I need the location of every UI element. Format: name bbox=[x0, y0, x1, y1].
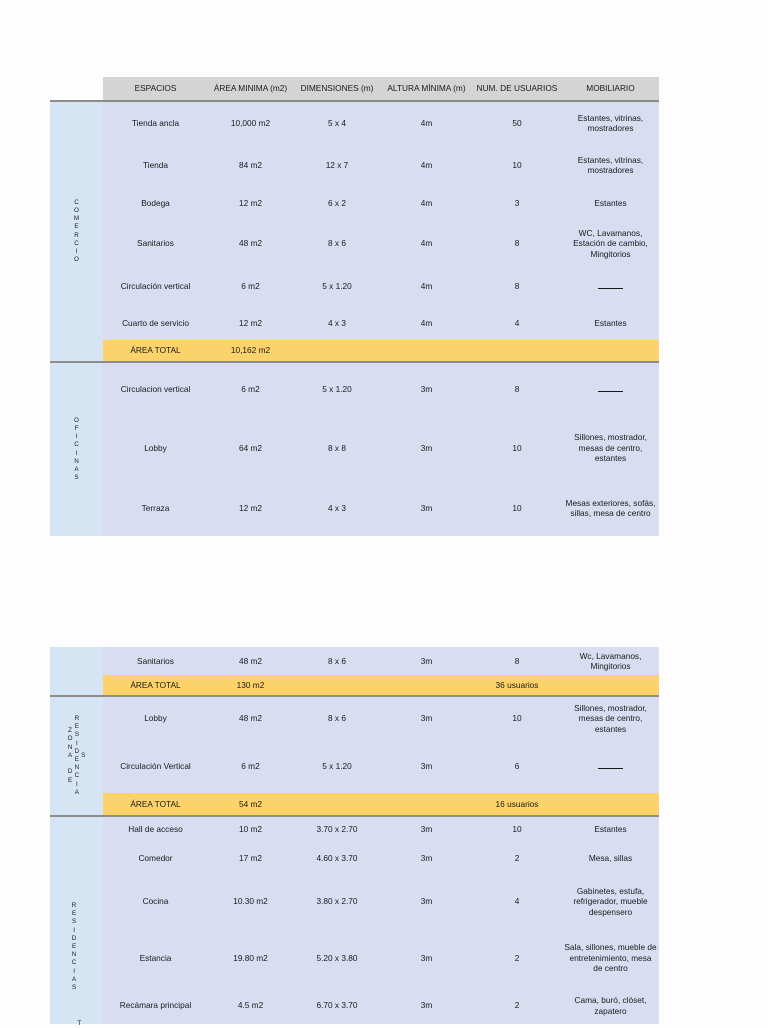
cell-altura: 4m bbox=[420, 317, 433, 328]
cell-altura: 3m bbox=[420, 655, 433, 666]
label-letter: C bbox=[74, 772, 80, 780]
empty-dash bbox=[598, 284, 623, 289]
cell-usuarios: 4 bbox=[514, 896, 520, 907]
cell-area: 84 m2 bbox=[238, 159, 263, 170]
table-row bbox=[103, 987, 659, 1024]
cell-mobiliario: Estantes, vitrinas, mostradores bbox=[577, 154, 644, 175]
header-altura: ALTURA MÍNIMA (m) bbox=[387, 83, 466, 93]
cell-altura: 4m bbox=[420, 117, 433, 128]
program-table-top bbox=[50, 77, 659, 536]
label-letter: C bbox=[74, 198, 79, 206]
total-empty bbox=[381, 793, 472, 815]
cell-area: 12 m2 bbox=[238, 317, 263, 328]
cell-area: 6 m2 bbox=[241, 280, 260, 291]
header-espacios: ESPACIOS bbox=[134, 83, 177, 93]
table-header bbox=[103, 77, 659, 100]
cell-altura: 3m bbox=[420, 824, 433, 835]
cell-dimensiones: 6 x 2 bbox=[328, 198, 346, 209]
cell-espacio: Cuarto de servicio bbox=[122, 317, 189, 328]
cell-area: 48 m2 bbox=[238, 655, 263, 666]
cell-dimensiones: 12 x 7 bbox=[325, 159, 349, 170]
cell-dimensiones: 4 x 3 bbox=[328, 502, 346, 513]
total-area: 54 m2 bbox=[238, 798, 263, 809]
cell-usuarios: 10 bbox=[512, 442, 522, 453]
cell-espacio: Sanitarios bbox=[137, 238, 174, 249]
table-row bbox=[103, 363, 659, 416]
cell-area: 48 m2 bbox=[238, 713, 263, 724]
label-letter: S bbox=[74, 731, 79, 739]
label-letter: D bbox=[67, 768, 73, 776]
label-letter: A bbox=[74, 788, 79, 796]
table-row bbox=[103, 306, 659, 340]
total-empty bbox=[293, 675, 381, 695]
oficinas-vertical-label bbox=[74, 417, 79, 483]
cell-dimensiones: 4 x 3 bbox=[328, 317, 346, 328]
total-users: 36 usuarios bbox=[495, 679, 539, 690]
cell-altura: 4m bbox=[420, 238, 433, 249]
zona-vertical-label bbox=[68, 727, 73, 784]
cell-area: 12 m2 bbox=[238, 198, 263, 209]
program-table-bottom bbox=[50, 647, 659, 1027]
cell-mobiliario bbox=[562, 363, 659, 416]
group-label-residencias bbox=[50, 817, 103, 1027]
cell-espacio: Circulacion vertical bbox=[120, 384, 191, 395]
cell-espacio: Circulación Vertical bbox=[120, 761, 191, 772]
total-label: ÁREA TOTAL bbox=[130, 679, 181, 690]
cell-mobiliario: Gabinetes, estufa, refrigerador, mueble despensero bbox=[573, 885, 648, 917]
cell-altura: 3m bbox=[420, 761, 433, 772]
cell-altura: 3m bbox=[420, 502, 433, 513]
cell-mobiliario bbox=[562, 740, 659, 793]
table-row bbox=[103, 416, 659, 480]
label-letter: I bbox=[75, 739, 78, 747]
table-row bbox=[103, 817, 659, 842]
cell-espacio: Lobby bbox=[144, 713, 167, 724]
residencias-vertical-label bbox=[72, 902, 77, 992]
label-letter: Z bbox=[68, 727, 73, 735]
empty-dash bbox=[598, 764, 623, 769]
cell-area: 17 m2 bbox=[238, 852, 263, 863]
cell-mobiliario: Sala, sillones, mueble de entretenimiento, mesa de centro bbox=[564, 942, 657, 974]
total-row bbox=[103, 340, 659, 361]
residencia-vertical-label bbox=[75, 715, 80, 797]
label-letter: N bbox=[71, 951, 77, 959]
cell-dimensiones: 5 x 1.20 bbox=[322, 384, 352, 395]
total-label: ÁREA TOTAL bbox=[130, 798, 181, 809]
table-row bbox=[103, 929, 659, 987]
label-letter: I bbox=[75, 449, 78, 457]
cell-dimensiones: 8 x 6 bbox=[328, 655, 346, 666]
cell-area: 10,000 m2 bbox=[230, 117, 271, 128]
label-letter: N bbox=[74, 764, 80, 772]
table-row bbox=[103, 266, 659, 306]
group-label-zona-residencias bbox=[50, 697, 103, 815]
empty-dash bbox=[598, 387, 623, 392]
label-letter: I bbox=[75, 247, 78, 255]
cell-area: 6 m2 bbox=[241, 384, 260, 395]
cell-mobiliario bbox=[562, 266, 659, 306]
group-label-comercio bbox=[50, 102, 103, 361]
label-letter: F bbox=[74, 424, 79, 432]
total-row bbox=[103, 793, 659, 815]
cell-usuarios: 4 bbox=[514, 317, 520, 328]
label-letter: S bbox=[74, 474, 79, 482]
label-letter: M bbox=[73, 215, 80, 223]
label-letter: C bbox=[74, 239, 79, 247]
cell-espacio: Tienda ancla bbox=[131, 117, 180, 128]
label-letter: O bbox=[74, 256, 79, 264]
cell-usuarios: 10 bbox=[512, 713, 522, 724]
cell-mobiliario: Estantes bbox=[594, 824, 627, 835]
cell-dimensiones: 3.70 x 2.70 bbox=[316, 824, 358, 835]
label-letter: A bbox=[68, 751, 73, 759]
cell-mobiliario: Estantes, vitrinas, mostradores bbox=[577, 112, 644, 133]
cell-mobiliario: Mesa, sillas bbox=[588, 852, 633, 863]
cell-usuarios: 2 bbox=[514, 952, 520, 963]
label-letter: O bbox=[67, 735, 73, 743]
label-letter: S bbox=[71, 984, 77, 992]
total-empty bbox=[381, 675, 472, 695]
cell-usuarios: 10 bbox=[512, 502, 522, 513]
header-dimensiones: DIMENSIONES (m) bbox=[300, 83, 374, 93]
header-mobiliario: MOBILIARIO bbox=[586, 83, 635, 93]
cell-dimensiones: 3.80 x 2.70 bbox=[316, 896, 358, 907]
table-row bbox=[103, 647, 659, 675]
cell-usuarios: 10 bbox=[512, 159, 522, 170]
cell-mobiliario: Sillones, mostrador, mesas de centro, estantes bbox=[574, 432, 647, 464]
label-letter: C bbox=[71, 959, 77, 967]
cell-espacio: Estancia bbox=[139, 952, 172, 963]
total-row bbox=[103, 675, 659, 695]
cell-altura: 3m bbox=[420, 442, 433, 453]
cell-mobiliario: Sillones, mostrador, mesas de centro, estantes bbox=[574, 702, 647, 734]
label-letter: E bbox=[74, 223, 79, 231]
label-letter: I bbox=[75, 780, 78, 788]
cell-mobiliario: Mesas exteriores, sofás, sillas, mesa de centro bbox=[565, 497, 656, 518]
label-letter: D bbox=[74, 747, 80, 755]
cell-dimensiones: 5.20 x 3.80 bbox=[316, 952, 358, 963]
table-row bbox=[103, 186, 659, 221]
cell-dimensiones: 5 x 1.20 bbox=[322, 761, 352, 772]
cell-dimensiones: 5 x 4 bbox=[328, 117, 346, 128]
cell-espacio: Tienda bbox=[142, 159, 169, 170]
table-row bbox=[103, 144, 659, 186]
cell-espacio: Bodega bbox=[141, 198, 170, 209]
cell-mobiliario: Wc, Lavamanos, Mingitorios bbox=[579, 650, 642, 671]
cell-espacio: Terraza bbox=[141, 502, 170, 513]
cell-altura: 4m bbox=[420, 280, 433, 291]
cell-mobiliario: WC, Lavamanos, Estación de cambio, Mingitorios bbox=[573, 227, 648, 259]
cell-dimensiones: 8 x 6 bbox=[328, 238, 346, 249]
cell-usuarios: 2 bbox=[514, 852, 520, 863]
cell-espacio: Lobby bbox=[144, 442, 167, 453]
label-letter: I bbox=[75, 433, 78, 441]
label-letter: S bbox=[71, 918, 77, 926]
total-empty bbox=[293, 793, 381, 815]
cell-usuarios: 10 bbox=[512, 824, 522, 835]
table-row bbox=[103, 221, 659, 266]
label-letter: O bbox=[74, 206, 79, 214]
cell-area: 19.80 m2 bbox=[233, 952, 268, 963]
total-area: 130 m2 bbox=[236, 679, 265, 690]
cell-espacio: Circulación vertical bbox=[120, 280, 191, 291]
label-letter: I bbox=[73, 926, 75, 934]
cell-mobiliario: Estantes bbox=[594, 317, 627, 328]
cell-usuarios: 8 bbox=[514, 655, 520, 666]
total-users: 16 usuarios bbox=[495, 798, 539, 809]
cell-dimensiones: 4.60 x 3.70 bbox=[316, 852, 358, 863]
cell-area: 10.30 m2 bbox=[233, 896, 268, 907]
cell-espacio: Sanitarios bbox=[137, 655, 174, 666]
total-label: ÁREA TOTAL bbox=[130, 345, 181, 356]
label-letter: N bbox=[74, 457, 79, 465]
cell-usuarios: 8 bbox=[514, 280, 520, 291]
label-letter: A bbox=[71, 975, 77, 983]
cell-usuarios: 3 bbox=[514, 198, 520, 209]
group-label-oficinas-cont bbox=[50, 647, 103, 695]
cell-espacio: Recámara principal bbox=[119, 1000, 192, 1011]
t-vertical-label: T bbox=[77, 1020, 82, 1027]
group-label-oficinas bbox=[50, 363, 103, 536]
cell-mobiliario: Estantes bbox=[594, 198, 627, 209]
cell-mobiliario: Cama, buró, clóset, zapatero bbox=[574, 995, 647, 1016]
cell-usuarios: 6 bbox=[514, 761, 520, 772]
cell-area: 12 m2 bbox=[238, 502, 263, 513]
cell-dimensiones: 5 x 1.20 bbox=[322, 280, 352, 291]
cell-area: 64 m2 bbox=[238, 442, 263, 453]
cell-usuarios: 8 bbox=[514, 384, 520, 395]
header-area: ÁREA MINIMA (m2) bbox=[213, 83, 288, 93]
s-vertical-label: S bbox=[81, 751, 86, 759]
comercio-vertical-label bbox=[74, 199, 79, 265]
cell-altura: 4m bbox=[420, 159, 433, 170]
cell-usuarios: 50 bbox=[512, 117, 522, 128]
cell-altura: 3m bbox=[420, 852, 433, 863]
label-letter: C bbox=[74, 441, 79, 449]
total-area: 10,162 m2 bbox=[230, 345, 271, 356]
cell-area: 10 m2 bbox=[238, 824, 263, 835]
table-row bbox=[103, 697, 659, 740]
label-letter: E bbox=[74, 756, 79, 763]
cell-dimensiones: 8 x 8 bbox=[328, 442, 346, 453]
cell-espacio: Hall de acceso bbox=[128, 824, 183, 835]
cell-altura: 3m bbox=[420, 952, 433, 963]
label-letter: E bbox=[71, 943, 77, 951]
label-letter: R bbox=[71, 902, 77, 909]
header-usuarios: NUM. DE USUARIOS bbox=[476, 83, 558, 93]
cell-area: 48 m2 bbox=[238, 238, 263, 249]
cell-altura: 3m bbox=[420, 384, 433, 395]
label-letter: N bbox=[67, 743, 73, 751]
cell-altura: 3m bbox=[420, 713, 433, 724]
cell-altura: 3m bbox=[420, 1000, 433, 1011]
table-row bbox=[103, 102, 659, 144]
label-letter: O bbox=[74, 416, 79, 424]
table-row bbox=[103, 740, 659, 793]
table-row bbox=[103, 842, 659, 874]
table-row bbox=[103, 480, 659, 536]
label-letter: E bbox=[74, 723, 79, 731]
cell-usuarios: 8 bbox=[514, 238, 520, 249]
cell-usuarios: 2 bbox=[514, 1000, 520, 1011]
label-letter: A bbox=[74, 465, 79, 473]
table-row bbox=[103, 874, 659, 929]
label-letter: E bbox=[71, 910, 77, 918]
cell-area: 4.5 m2 bbox=[237, 1000, 264, 1011]
label-letter bbox=[69, 760, 71, 768]
cell-altura: 4m bbox=[420, 198, 433, 209]
cell-dimensiones: 6.70 x 3.70 bbox=[316, 1000, 358, 1011]
cell-espacio: Cocina bbox=[142, 896, 169, 907]
label-letter: R bbox=[74, 714, 80, 722]
cell-dimensiones: 8 x 6 bbox=[328, 713, 346, 724]
cell-area: 6 m2 bbox=[241, 761, 260, 772]
label-letter: D bbox=[71, 934, 77, 942]
cell-espacio: Comedor bbox=[138, 852, 173, 863]
cell-altura: 3m bbox=[420, 896, 433, 907]
label-letter: R bbox=[74, 231, 79, 239]
label-letter: E bbox=[68, 776, 73, 784]
label-letter: I bbox=[73, 967, 75, 975]
